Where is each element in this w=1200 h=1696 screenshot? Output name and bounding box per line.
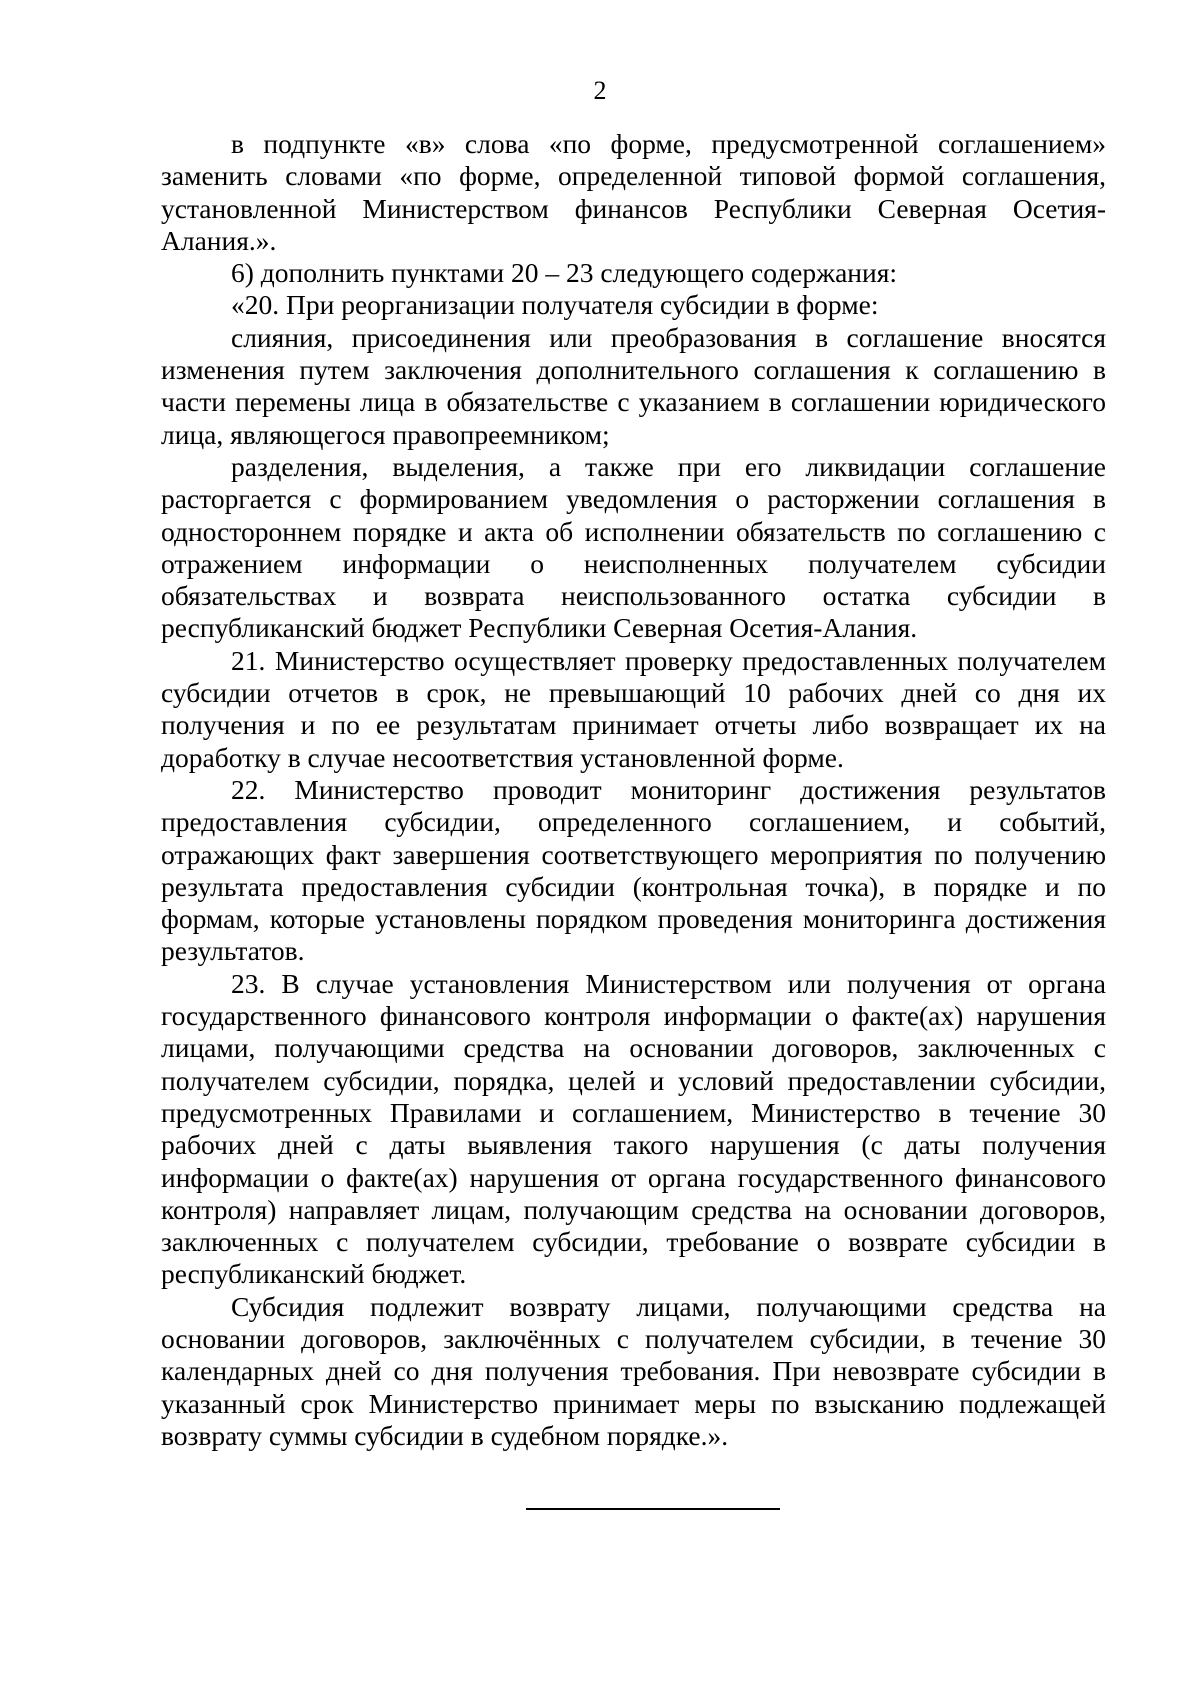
paragraph-point-20-division: разделения, выделения, а также при его ликвидации соглашение расторгается с формированием уведомления о расторжении соглашения в одностороннем порядке и акта об исполнении обязательств по соглашению с отражением информации о неисполненных получателем субсидии обязательствах и возврата неиспользованного остатка субсидии в республиканский бюджет Республики Северная Осетия-Алания. xyxy=(161,450,1106,644)
paragraph-point-20-intro: «20. При реорганизации получателя субсидии в форме: xyxy=(231,289,879,321)
paragraph-subsidy-return: Субсидия подлежит возврату лицами, получающими средства на основании договоров, заключённых с получателем субсидии, в течение 30 календарных дней со дня получения требования. При невозврате субсидии в указанный срок Министерство принимает меры по взысканию подлежащей возврату суммы субсидии в судебном порядке.». xyxy=(161,1290,1106,1451)
paragraph-add-points: 6) дополнить пунктами 20 – 23 следующего содержания: xyxy=(231,257,898,289)
document-body xyxy=(161,128,1106,1452)
end-divider-line xyxy=(526,1508,780,1510)
paragraph-point-22: 22. Министерство проводит мониторинг достижения результатов предоставления субсидии, определенного соглашением, и событий, отражающих факт завершения соответствующего мероприятия по получению результата предоставления субсидии (контрольная точка), в порядке и по формам, которые установлены порядком проведения мониторинга достижения результатов. xyxy=(161,773,1106,967)
page-number: 2 xyxy=(593,76,607,105)
paragraph-subpoint-v-amendment: в подпункте «в» слова «по форме, предусмотренной соглашением» заменить словами «по форме, определенной типовой формой соглашения, установленной Министерством финансов Республики Северная Осетия-Алания.». xyxy=(161,128,1106,256)
paragraph-point-20-merger: слияния, присоединения или преобразования в соглашение вносятся изменения путем заключения дополнительного соглашения к соглашению в части перемены лица в обязательстве с указанием в соглашении юридического лица, являющегося правопреемником; xyxy=(161,321,1106,450)
paragraph-point-21: 21. Министерство осуществляет проверку предоставленных получателем субсидии отчетов в срок, не превышающий 10 рабочих дней со дня их получения и по ее результатам принимает отчеты либо возвращает их на доработку в случае несоответствия установленной форме. xyxy=(161,644,1106,773)
paragraph-point-23: 23. В случае установления Министерством или получения от органа государственного финансового контроля информации о факте(ах) нарушения лицами, получающими средства на основании договоров, заключенных с получателем субсидии, порядка, целей и условий предоставлении субсидии, предусмотренных Правилами и соглашением, Министерство в течение 30 рабочих дней с даты выявления такого нарушения (с даты получения информации о факте(ах) нарушения от органа государственного финансового контроля) направляет лицам, получающим средства на основании договоров, заключенных с получателем субсидии, требование о возврате субсидии в республиканский бюджет. xyxy=(161,967,1106,1290)
